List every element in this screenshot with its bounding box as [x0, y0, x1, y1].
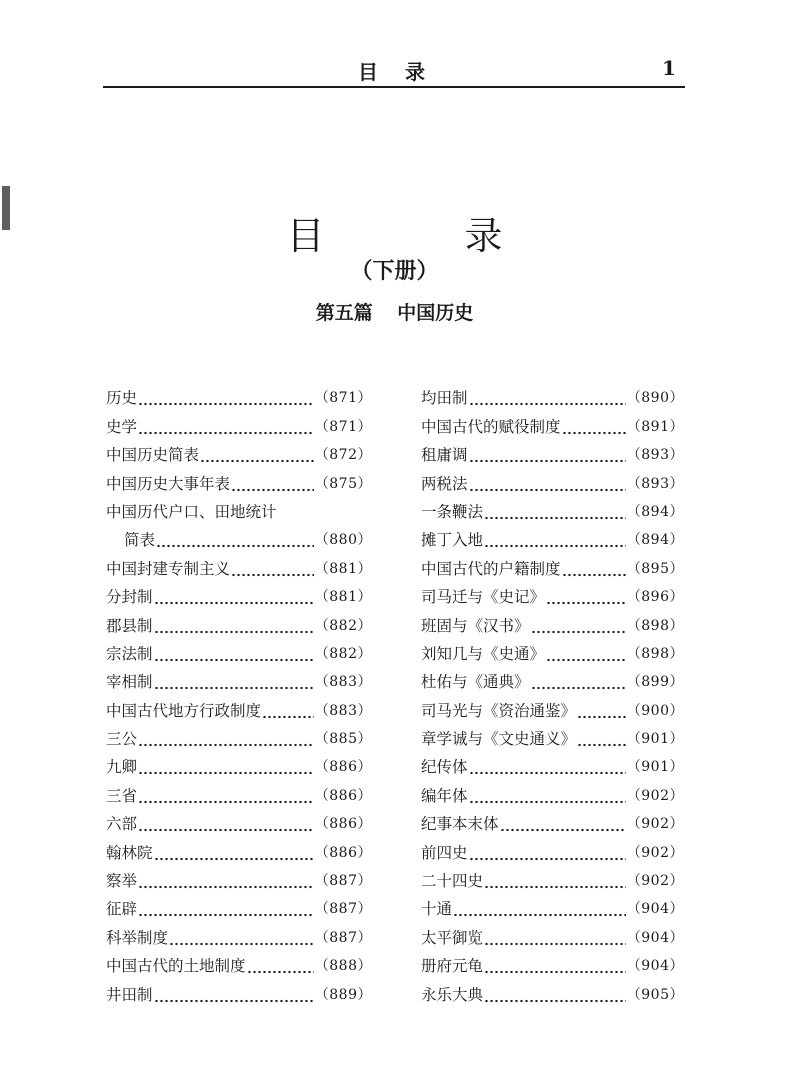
- toc-entry-page: （882）: [314, 617, 372, 634]
- toc-entry-title: 郡县制: [106, 616, 153, 635]
- toc-entry-page: （886）: [314, 816, 372, 833]
- toc-entry-page: （887）: [314, 929, 372, 946]
- toc-entry: [106, 465, 372, 493]
- dot-leader: [154, 672, 314, 692]
- toc-entry: [421, 692, 684, 720]
- toc-entry-page: （894）: [626, 503, 684, 520]
- toc-entry-page: （893）: [626, 447, 684, 464]
- toc-entry: [106, 408, 372, 436]
- dot-leader: [231, 559, 314, 579]
- dot-leader: [484, 530, 626, 550]
- toc-entry-title: 中国历史简表: [106, 446, 200, 465]
- toc-entry: [106, 550, 372, 578]
- toc-entry-page: （871）: [314, 418, 372, 435]
- toc-entry-title: 纪传体: [421, 758, 468, 777]
- dot-leader: [156, 530, 314, 550]
- toc-entry: [106, 664, 372, 692]
- toc-right-column: [421, 380, 684, 1005]
- toc-entry-page: （904）: [626, 958, 684, 975]
- running-title: 目 录: [358, 60, 435, 84]
- toc-entry-title: 三公: [106, 730, 138, 749]
- toc-entry: [421, 380, 684, 408]
- toc-entry: [106, 777, 372, 805]
- toc-entry: [421, 550, 684, 578]
- dot-leader: [138, 757, 314, 777]
- dot-leader: [138, 729, 314, 749]
- toc-entry-title: 简表: [124, 531, 156, 550]
- toc-entry-page: （905）: [626, 986, 684, 1003]
- toc-entry-page: （886）: [314, 844, 372, 861]
- toc-entry: [421, 777, 684, 805]
- dot-leader: [531, 672, 626, 692]
- toc-entry-title: 察举: [106, 872, 138, 891]
- toc-entry-title: 编年体: [421, 786, 468, 805]
- toc-entry-title: 历史: [106, 389, 138, 408]
- dot-leader: [154, 587, 314, 607]
- toc-entry-page: （882）: [314, 645, 372, 662]
- toc-entry-title: 翰林院: [106, 843, 153, 862]
- toc-entry-page: （898）: [626, 645, 684, 662]
- toc-entry-page: （889）: [314, 986, 372, 1003]
- toc-entry-page: （883）: [314, 674, 372, 691]
- toc-entry-page: （902）: [626, 816, 684, 833]
- toc-entry-title: 三省: [106, 786, 138, 805]
- toc-entry: [106, 863, 372, 891]
- dot-leader: [484, 871, 626, 891]
- toc-entry-page: （887）: [314, 901, 372, 918]
- toc-entry: [421, 607, 684, 635]
- toc-entry-title: 征辟: [106, 900, 138, 919]
- toc-entry-title: 前四史: [421, 843, 468, 862]
- toc-entry: [106, 494, 372, 522]
- dot-leader: [469, 388, 626, 408]
- toc-entry: [421, 636, 684, 664]
- dot-leader: [577, 729, 626, 749]
- toc-entry: [421, 664, 684, 692]
- toc-entry: [421, 437, 684, 465]
- dot-leader: [469, 843, 626, 863]
- toc-entry-title: 刘知几与《史通》: [421, 644, 546, 663]
- dot-leader: [154, 616, 314, 636]
- toc-entry: [421, 891, 684, 919]
- toc-entry-page: （886）: [314, 787, 372, 804]
- dot-leader: [200, 445, 314, 465]
- toc-entry-page: （902）: [626, 787, 684, 804]
- toc-entry-page: （900）: [626, 702, 684, 719]
- toc-entry: [106, 891, 372, 919]
- toc-entry: [106, 579, 372, 607]
- toc-entry-page: （902）: [626, 844, 684, 861]
- dot-leader: [262, 701, 314, 721]
- toc-entry: [421, 721, 684, 749]
- toc-entry-title: 宗法制: [106, 644, 153, 663]
- toc-entry: [421, 408, 684, 436]
- toc-entry: [421, 494, 684, 522]
- dot-leader: [138, 786, 314, 806]
- toc-entry-title: 六部: [106, 815, 138, 834]
- toc-left-column: [106, 380, 372, 1005]
- toc-entry-title: 两税法: [421, 474, 468, 493]
- dot-leader: [469, 757, 626, 777]
- toc-entry-title: 永乐大典: [421, 985, 484, 1004]
- toc-entry-title: 中国历史大事年表: [106, 474, 231, 493]
- toc-entry-title: 井田制: [106, 985, 153, 1004]
- dot-leader: [577, 701, 626, 721]
- toc-entry-page: （875）: [314, 475, 372, 492]
- toc-entry-page: （898）: [626, 617, 684, 634]
- toc-entry-title: 科举制度: [106, 928, 169, 947]
- dot-leader: [469, 786, 626, 806]
- toc-entry-title: 司马光与《资治通鉴》: [421, 701, 577, 720]
- dot-leader: [138, 871, 314, 891]
- dot-leader: [138, 417, 314, 437]
- toc-entry-page: （904）: [626, 929, 684, 946]
- toc-entry-page: （881）: [314, 589, 372, 606]
- toc-entry-page: （887）: [314, 873, 372, 890]
- toc-entry: [106, 692, 372, 720]
- toc-entry-title: 中国古代地方行政制度: [106, 701, 262, 720]
- dot-leader: [484, 928, 626, 948]
- dot-leader: [531, 616, 626, 636]
- dot-leader: [500, 814, 626, 834]
- toc-entry: [106, 834, 372, 862]
- toc-entry-page: （886）: [314, 759, 372, 776]
- toc-entry-page: （904）: [626, 901, 684, 918]
- toc-entry-page: （893）: [626, 475, 684, 492]
- toc-entry-title: 摊丁入地: [421, 531, 484, 550]
- dot-leader: [169, 928, 314, 948]
- toc-entry: [106, 806, 372, 834]
- dot-leader: [231, 474, 314, 494]
- dot-leader: [453, 899, 626, 919]
- toc-entry-page: （901）: [626, 759, 684, 776]
- toc-entry-title: 章学诚与《文史通义》: [421, 730, 577, 749]
- toc-entry-title: 太平御览: [421, 928, 484, 947]
- toc-entry: [421, 834, 684, 862]
- toc-entry: [421, 948, 684, 976]
- toc-entry-title: 杜佑与《通典》: [421, 673, 530, 692]
- toc-entry-page: （888）: [314, 958, 372, 975]
- page-title: 目 录: [286, 214, 567, 259]
- toc-entry-title: 班固与《汉书》: [421, 616, 530, 635]
- toc-entry: [421, 863, 684, 891]
- dot-leader: [138, 899, 314, 919]
- toc-entry-title: 司马迁与《史记》: [421, 588, 546, 607]
- page-number: 1: [662, 56, 676, 80]
- toc-entry: [421, 522, 684, 550]
- toc-entry: [421, 579, 684, 607]
- toc-entry-title: 二十四史: [421, 872, 484, 891]
- toc-entry: [106, 749, 372, 777]
- toc-entry-page: （890）: [626, 390, 684, 407]
- toc-entry-page: （896）: [626, 589, 684, 606]
- toc-entry: [421, 749, 684, 777]
- toc-entry-page: （899）: [626, 674, 684, 691]
- toc-entry-title: 十通: [421, 900, 453, 919]
- header-rule: [103, 86, 685, 88]
- toc-entry-page: （891）: [626, 418, 684, 435]
- dot-leader: [154, 644, 314, 664]
- toc-entry: [106, 437, 372, 465]
- toc-entry-page: （881）: [314, 560, 372, 577]
- toc-entry-title: 中国历代户口、田地统计: [106, 502, 277, 521]
- toc-entry: [106, 522, 372, 550]
- dot-leader: [484, 956, 626, 976]
- toc-entry-page: （902）: [626, 873, 684, 890]
- toc-entry-page: （883）: [314, 702, 372, 719]
- toc-entry-page: （871）: [314, 390, 372, 407]
- dot-leader: [154, 985, 314, 1005]
- toc-entry-title: 纪事本末体: [421, 815, 499, 834]
- toc-entry: [106, 919, 372, 947]
- dot-leader: [138, 814, 314, 834]
- dot-leader: [484, 502, 626, 522]
- toc-entry-page: （901）: [626, 731, 684, 748]
- toc-entry-title: 租庸调: [421, 446, 468, 465]
- toc-entry: [106, 721, 372, 749]
- dot-leader: [562, 417, 626, 437]
- toc-entry-title: 中国古代的赋役制度: [421, 417, 561, 436]
- toc-entry: [421, 976, 684, 1004]
- toc-entry-page: （872）: [314, 447, 372, 464]
- toc-entry-title: 宰相制: [106, 673, 153, 692]
- toc-entry: [106, 607, 372, 635]
- toc-entry-title: 一条鞭法: [421, 502, 484, 521]
- part-heading: 第五篇 中国历史: [315, 302, 474, 324]
- toc-entry-title: 分封制: [106, 588, 153, 607]
- toc-entry: [106, 948, 372, 976]
- toc-entry: [106, 380, 372, 408]
- dot-leader: [138, 388, 314, 408]
- toc-entry: [421, 806, 684, 834]
- dot-leader: [546, 587, 626, 607]
- dot-leader: [469, 445, 626, 465]
- toc-entry-title: 中国封建专制主义: [106, 559, 231, 578]
- toc-entry-page: （894）: [626, 532, 684, 549]
- toc-entry-title: 均田制: [421, 389, 468, 408]
- toc-entry-page: （880）: [314, 532, 372, 549]
- toc-entry: [106, 636, 372, 664]
- dot-leader: [247, 956, 314, 976]
- dot-leader: [484, 985, 626, 1005]
- toc-entry-title: 史学: [106, 417, 138, 436]
- toc-entry-title: 册府元龟: [421, 957, 484, 976]
- dot-leader: [546, 644, 626, 664]
- dot-leader: [154, 843, 314, 863]
- toc-entry-title: 中国古代的户籍制度: [421, 559, 561, 578]
- running-header: [0, 48, 789, 88]
- toc-entry-title: 九卿: [106, 758, 138, 777]
- toc-entry: [106, 976, 372, 1004]
- toc-entry-page: （885）: [314, 731, 372, 748]
- dot-leader: [562, 559, 626, 579]
- toc-entry: [421, 919, 684, 947]
- volume-label: （下册）: [350, 258, 439, 284]
- toc-entry-title: 中国古代的土地制度: [106, 957, 246, 976]
- toc-entry: [421, 465, 684, 493]
- dot-leader: [469, 474, 626, 494]
- toc-entry-page: （895）: [626, 560, 684, 577]
